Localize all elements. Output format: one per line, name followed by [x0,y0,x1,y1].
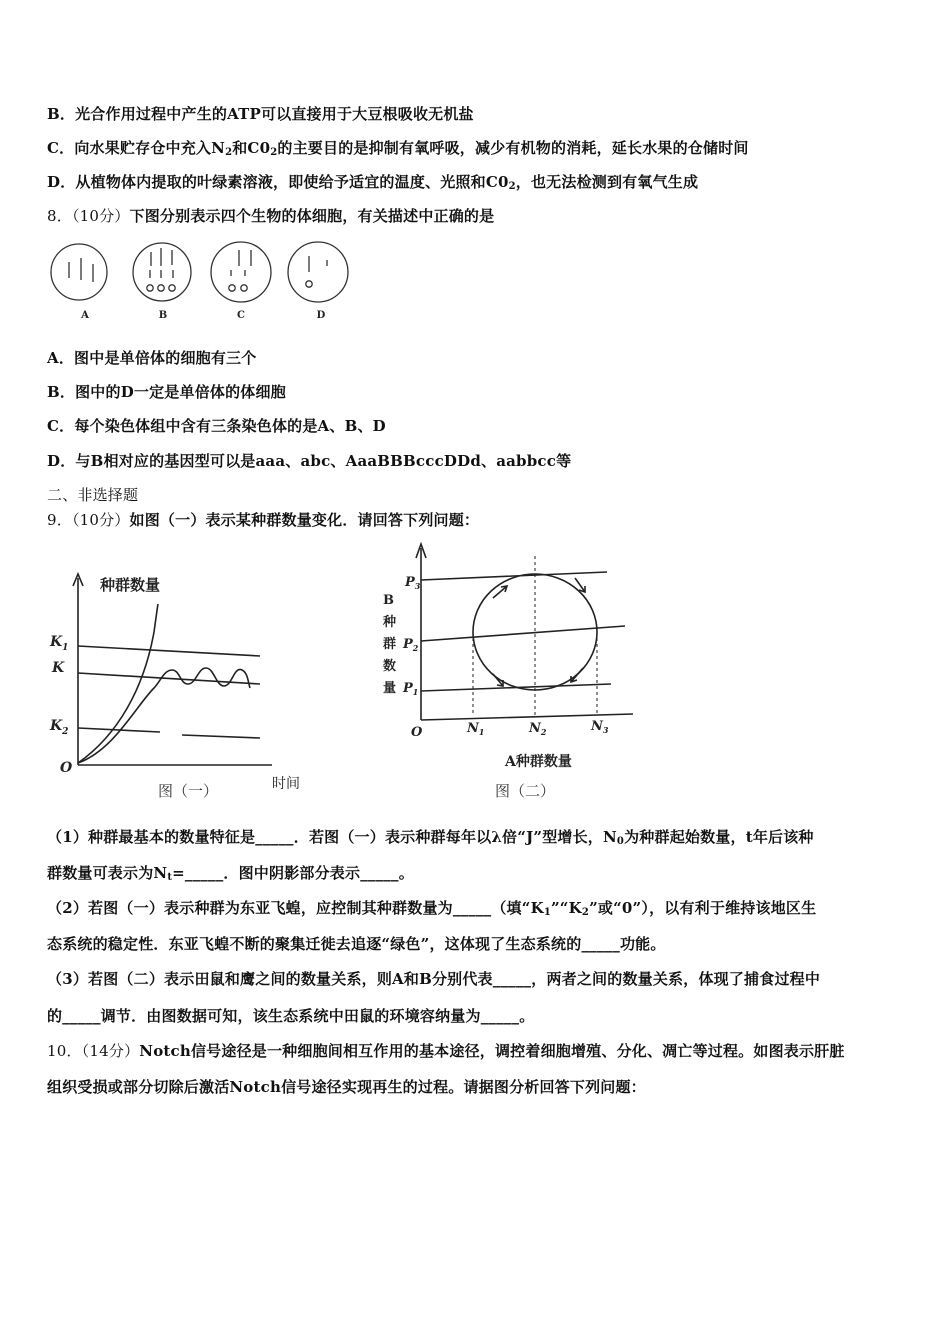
q10-stem-cont: 组织受损或部分切除后激活Notch信号途径实现再生的过程。请据图分析回答下列问题： [47,1078,646,1096]
x-axis-label: 时间 [272,776,300,792]
cell-label-b: B [158,310,168,321]
q8-option-b: B．图中的D一定是单倍体的体细胞 [47,383,286,401]
q9-part3: （3）若图（二）表示田鼠和鹰之间的数量关系，则A和B分别代表_____，两者之间的数量关系，体现了捕食过程中 [47,970,821,988]
origin-label: O [411,725,423,740]
q8-option-a: A．图中是单倍体的细胞有三个 [47,349,257,367]
y-label-0: B [383,593,394,608]
q10-stem [47,1040,845,1061]
question-number: 8．（10分） [47,207,130,225]
cell-b [133,243,191,301]
option-label: B． [47,105,76,123]
q7-option-c: C．向水果贮存仓中充入$N_2$和$C0_2$的主要目的是抑制有氧呼吸，减少有机物的消耗，延长水果的仓储时间 [47,139,749,158]
y-label-4: 量 [383,681,397,696]
n1-label: $N_1$ [467,721,485,737]
n2-label: $N_2$ [529,721,547,737]
cells-figure [47,238,367,326]
q9-part1: （1）种群最基本的数量特征是_____．若图（一）表示种群每年以λ倍“J”型增长，$N_0$为种群起始数量，t年后该种 [47,828,814,847]
p2-label: $P_2$ [403,637,419,653]
section-heading: 二、非选择题 [47,486,139,504]
option-label: C． [47,139,75,157]
question-text: 下图分别表示四个生物的体细胞，有关描述中正确的是 [129,207,495,225]
graph-one [40,560,330,810]
question-text: 如图（一）表示某种群数量变化．请回答下列问题： [129,511,480,529]
n3-label: $N_3$ [591,719,609,735]
p3-label: $P_3$ [405,575,421,591]
k1-label: $K_1$ [50,634,69,653]
q9-part2: （2）若图（一）表示种群为东亚飞蝗，应控制其种群数量为_____（填“$K_1”“K_2$”或“0”），以有利于维持该地区生 [47,899,817,918]
option-label: D． [47,173,76,191]
graph-caption: 图（二） [495,782,556,800]
cell-label-c: C [237,310,245,321]
y-label-3: 数 [383,659,397,674]
q7-option-b [47,103,474,124]
q8-stem [47,205,494,226]
q9-part1-cont: 群数量可表示为$N_t=\_\_\_\_\_$．图中阴影部分表示_____。 [47,864,414,883]
cell-a [51,244,107,300]
p1-label: $P_1$ [403,681,419,697]
q8-option-d: D．与B相对应的基因型可以是aaa、abc、AaaBBBcccDDd、aabbcc等 [47,452,572,470]
option-text: 光合作用过程中产生的ATP可以直接用于大豆根吸收无机盐 [75,105,474,123]
q8-option-c: C．每个染色体组中含有三条染色体的是A、B、D [47,417,386,435]
y-label-2: 群 [383,637,397,652]
q9-part3-cont: 的_____调节．由图数据可知，该生态系统中田鼠的环境容纳量为_____。 [47,1007,535,1025]
k2-label: $K_2$ [50,718,69,737]
k2-line-right [182,735,260,738]
cell-label-d: D [316,310,326,321]
p2-line [421,626,625,641]
cell-label-a: A [81,310,89,321]
question-number: 10．（14分） [47,1042,140,1060]
k1-line [78,646,260,656]
graph-caption: 图（一） [158,782,219,800]
y-label-1: 种 [383,615,397,630]
question-text: Notch信号途径是一种细胞间相互作用的基本途径，调控着细胞增殖、分化、凋亡等过程。如图表示肝脏 [139,1042,845,1060]
y-axis-label: 种群数量 [100,576,161,594]
q9-stem [47,509,479,530]
cell-d [288,242,348,302]
q9-part2-cont: 态系统的稳定性．东亚飞蝗不断的聚集迁徙去追逐“绿色”，这体现了生态系统的_____功能。 [47,935,666,953]
cell-c [211,242,271,302]
origin-label: O [60,760,73,776]
k-label: K [52,660,65,676]
x-axis-label: A种群数量 [505,754,572,770]
graph-two [375,540,645,805]
q7-option-d: D．从植物体内提取的叶绿素溶液，即使给予适宜的温度、光照和$C0_2$，也无法检测到有氧气生成 [47,173,699,192]
j-curve [78,604,158,763]
question-number: 9．（10分） [47,511,130,529]
p3-line [421,572,607,580]
